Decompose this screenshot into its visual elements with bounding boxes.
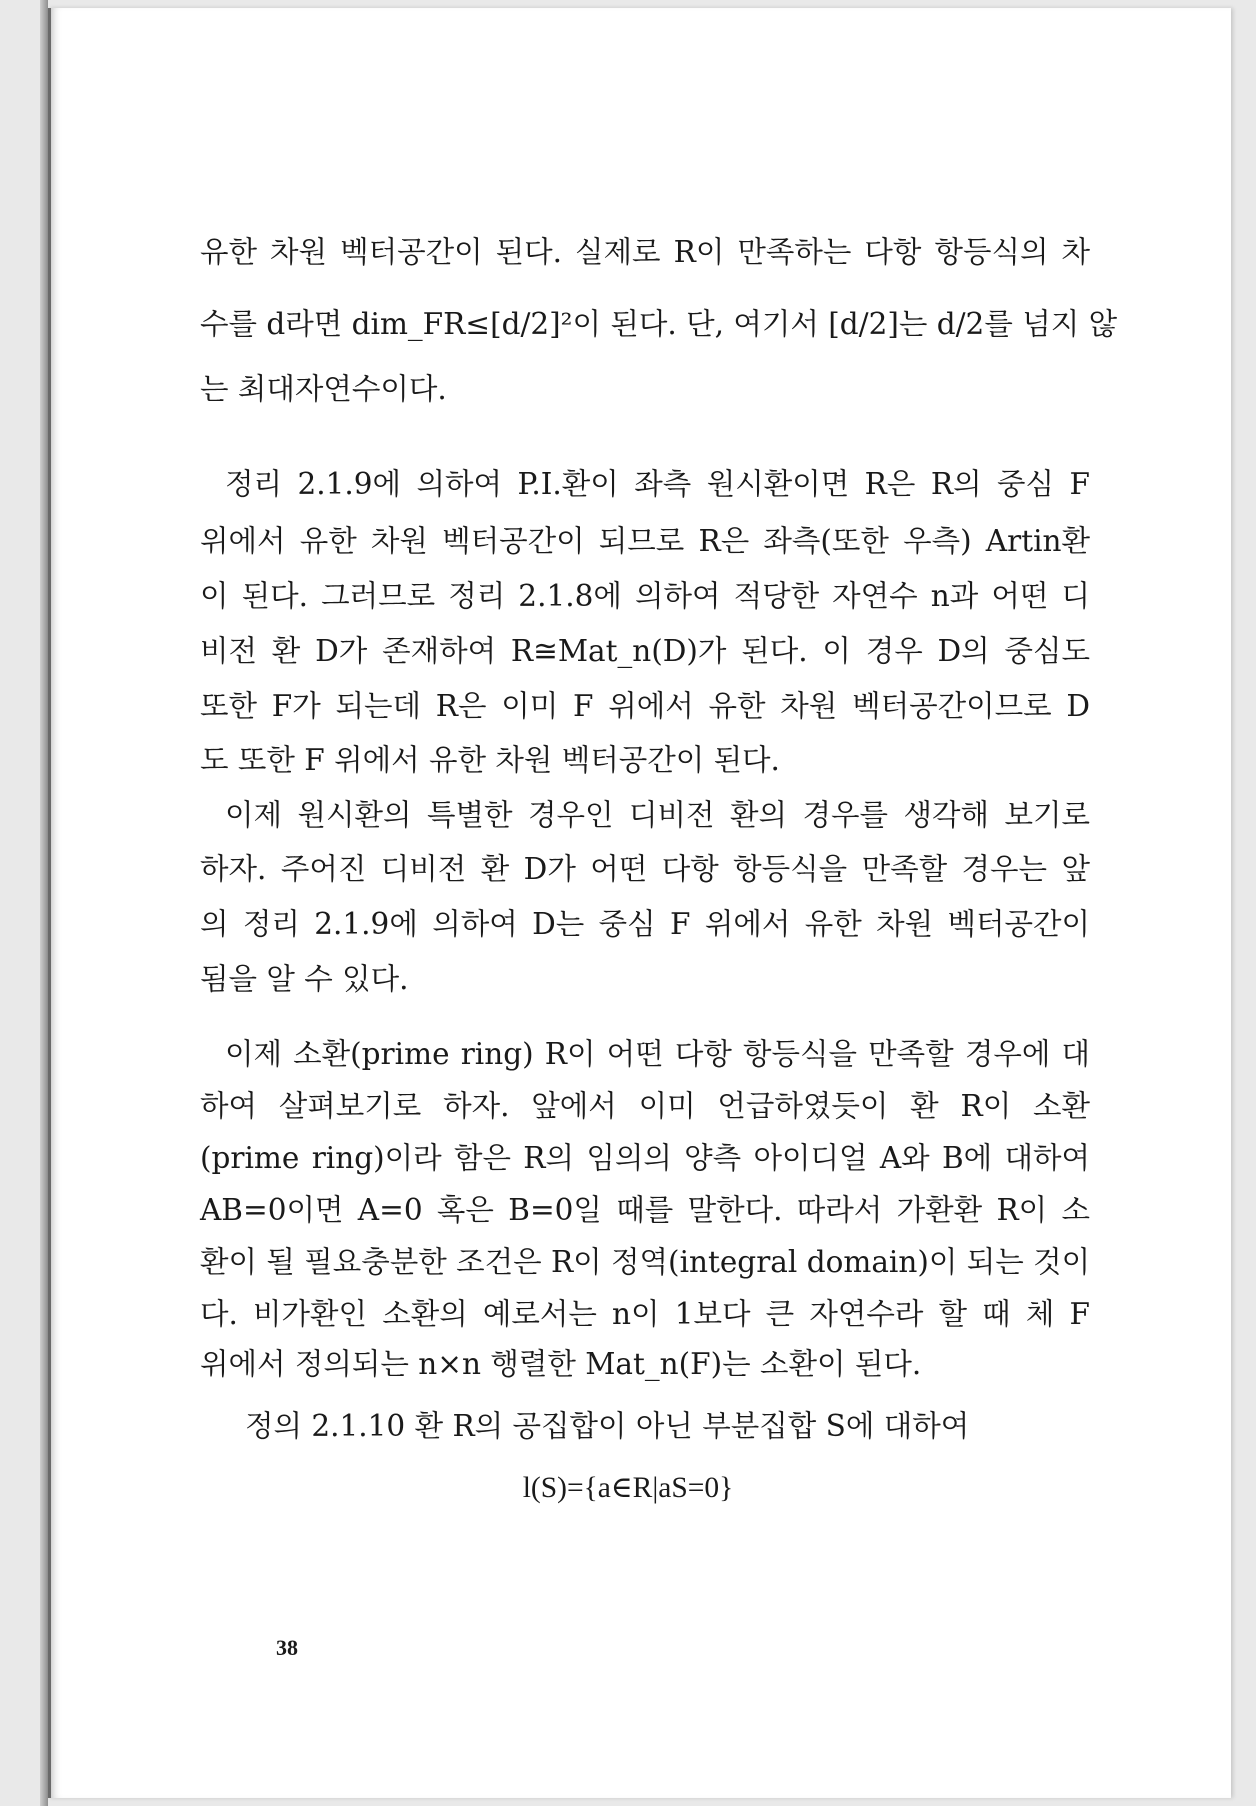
text-line: 또한 F가 되는데 R은 이미 F 위에서 유한 차원 벡터공간이므로 D xyxy=(200,689,1090,723)
text-line: 됨을 알 수 있다. xyxy=(200,962,409,996)
text-line: 비전 환 D가 존재하여 R≅Mat_n(D)가 된다. 이 경우 D의 중심도 xyxy=(200,634,1090,668)
definition-heading: 정의 2.1.10 환 R의 공집합이 아닌 부분집합 S에 대하여 xyxy=(245,1409,970,1443)
book-spine-edge xyxy=(40,0,48,1806)
text-line: 하자. 주어진 디비전 환 D가 어떤 다항 항등식을 만족할 경우는 앞 xyxy=(200,852,1090,886)
text-line: 이제 소환(prime ring) R이 어떤 다항 항등식을 만족할 경우에 대 xyxy=(225,1037,1090,1071)
text-line: 위에서 정의되는 n×n 행렬한 Mat_n(F)는 소환이 된다. xyxy=(200,1347,922,1381)
text-line: 수를 d라면 dim_FR≤[d/2]²이 된다. 단, 여기서 [d/2]는 d/2를 넘지 않 xyxy=(200,307,1118,341)
text-line: 이제 원시환의 특별한 경우인 디비전 환의 경우를 생각해 보기로 xyxy=(225,798,1090,832)
text-line: 도 또한 F 위에서 유한 차원 벡터공간이 된다. xyxy=(200,743,780,777)
text-line: 다. 비가환인 소환의 예로서는 n이 1보다 큰 자연수라 할 때 체 F xyxy=(200,1297,1090,1331)
text-line: 환이 될 필요충분한 조건은 R이 정역(integral domain)이 되는 것이 xyxy=(200,1245,1091,1279)
text-line: 의 정리 2.1.9에 의하여 D는 중심 F 위에서 유한 차원 벡터공간이 xyxy=(200,907,1090,941)
page-number: 38 xyxy=(276,1635,298,1660)
text-line: 유한 차원 벡터공간이 된다. 실제로 R이 만족하는 다항 항등식의 차 xyxy=(200,235,1090,269)
text-line: 이 된다. 그러므로 정리 2.1.8에 의하여 적당한 자연수 n과 어떤 디 xyxy=(200,579,1090,613)
text-line: AB=0이면 A=0 혹은 B=0일 때를 말한다. 따라서 가환환 R이 소 xyxy=(200,1193,1090,1227)
text-line: (prime ring)이라 함은 R의 임의의 양측 아이디얼 A와 B에 대하여 xyxy=(200,1141,1090,1175)
text-line: 정리 2.1.9에 의하여 P.I.환이 좌측 원시환이면 R은 R의 중심 F xyxy=(225,467,1090,501)
text-line: 는 최대자연수이다. xyxy=(200,372,447,406)
text-line: 하여 살펴보기로 하자. 앞에서 이미 언급하였듯이 환 R이 소환 xyxy=(200,1089,1090,1123)
annihilator-formula: l(S)={a∈R|aS=0} xyxy=(522,1472,734,1504)
text-line: 위에서 유한 차원 벡터공간이 되므로 R은 좌측(또한 우측) Artin환 xyxy=(200,524,1090,558)
book-page xyxy=(48,8,1231,1798)
